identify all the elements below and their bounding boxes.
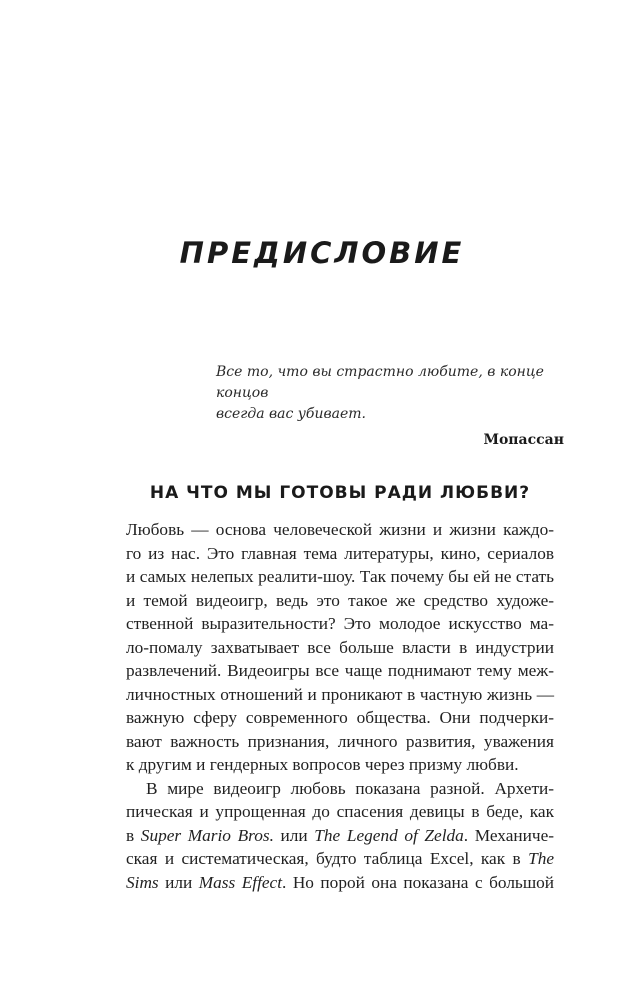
text-run: . Механиче- — [463, 825, 555, 845]
text-line: го из нас. Это главная тема литературы, кино, сериалов — [126, 543, 554, 563]
text-run: в — [126, 825, 141, 845]
text-line — [126, 824, 554, 848]
epigraph-line: всегда вас убивает. — [216, 406, 366, 422]
text-run: . Но порой она показана с большой — [282, 872, 555, 892]
section-heading: НА ЧТО МЫ ГОТОВЫ РАДИ ЛЮБВИ? — [149, 483, 531, 503]
epigraph-quote — [216, 362, 564, 425]
game-title-mass-effect: Mass Effect — [198, 872, 283, 892]
text-run: или — [158, 872, 199, 892]
game-title-legend-of-zelda: The Legend of Zelda — [314, 825, 464, 845]
text-run: ская и систематическая, будто таблица Excel, как в — [126, 849, 529, 868]
text-line: развлечений. Видеоигры все чаще поднимают тему меж- — [126, 661, 554, 680]
text-line: Любовь — основа человеческой жизни и жизни каждо- — [126, 520, 554, 539]
text-line: личностных отношений и проникают в частную жизнь — — [126, 684, 554, 704]
text-line: и самых нелепых реалити-шоу. Так почему бы ей не стать — [126, 567, 554, 586]
text-line: вают важность признания, личного развития, уважения — [126, 731, 554, 751]
text-line: важную сферу современного общества. Они подчерки- — [126, 708, 554, 727]
text-line: ственной выразительности? Это молодое искусство ма- — [126, 614, 554, 633]
text-line — [126, 847, 554, 871]
text-line: В мире видеоигр любовь показана разной. Архети- — [146, 778, 554, 798]
epigraph-author: Мопассан — [483, 432, 564, 448]
text-line — [126, 871, 554, 895]
game-title-super-mario-bros: Super Mario Bros. — [140, 825, 274, 845]
text-run: или — [273, 825, 315, 845]
body-text — [126, 518, 554, 894]
chapter-title: ПРЕДИСЛОВИЕ — [179, 236, 465, 270]
paragraph-1 — [126, 518, 554, 777]
text-line: к другим и гендерных вопросов через призму любви. — [126, 755, 519, 774]
text-line: и темой видеоигр, ведь это такое же средство художе- — [126, 590, 554, 610]
game-title-the-sims: Sims — [126, 872, 159, 892]
text-line: ло-помалу захватывает все больше власти в индустрии — [126, 637, 554, 657]
epigraph-line: Все то, что вы страстно любите, в конце концов — [216, 364, 544, 401]
paragraph-2 — [126, 777, 554, 895]
text-line: пическая и упрощенная до спасения девицы в беде, как — [126, 802, 554, 821]
epigraph — [216, 362, 564, 450]
game-title-the-sims: The — [528, 849, 554, 868]
